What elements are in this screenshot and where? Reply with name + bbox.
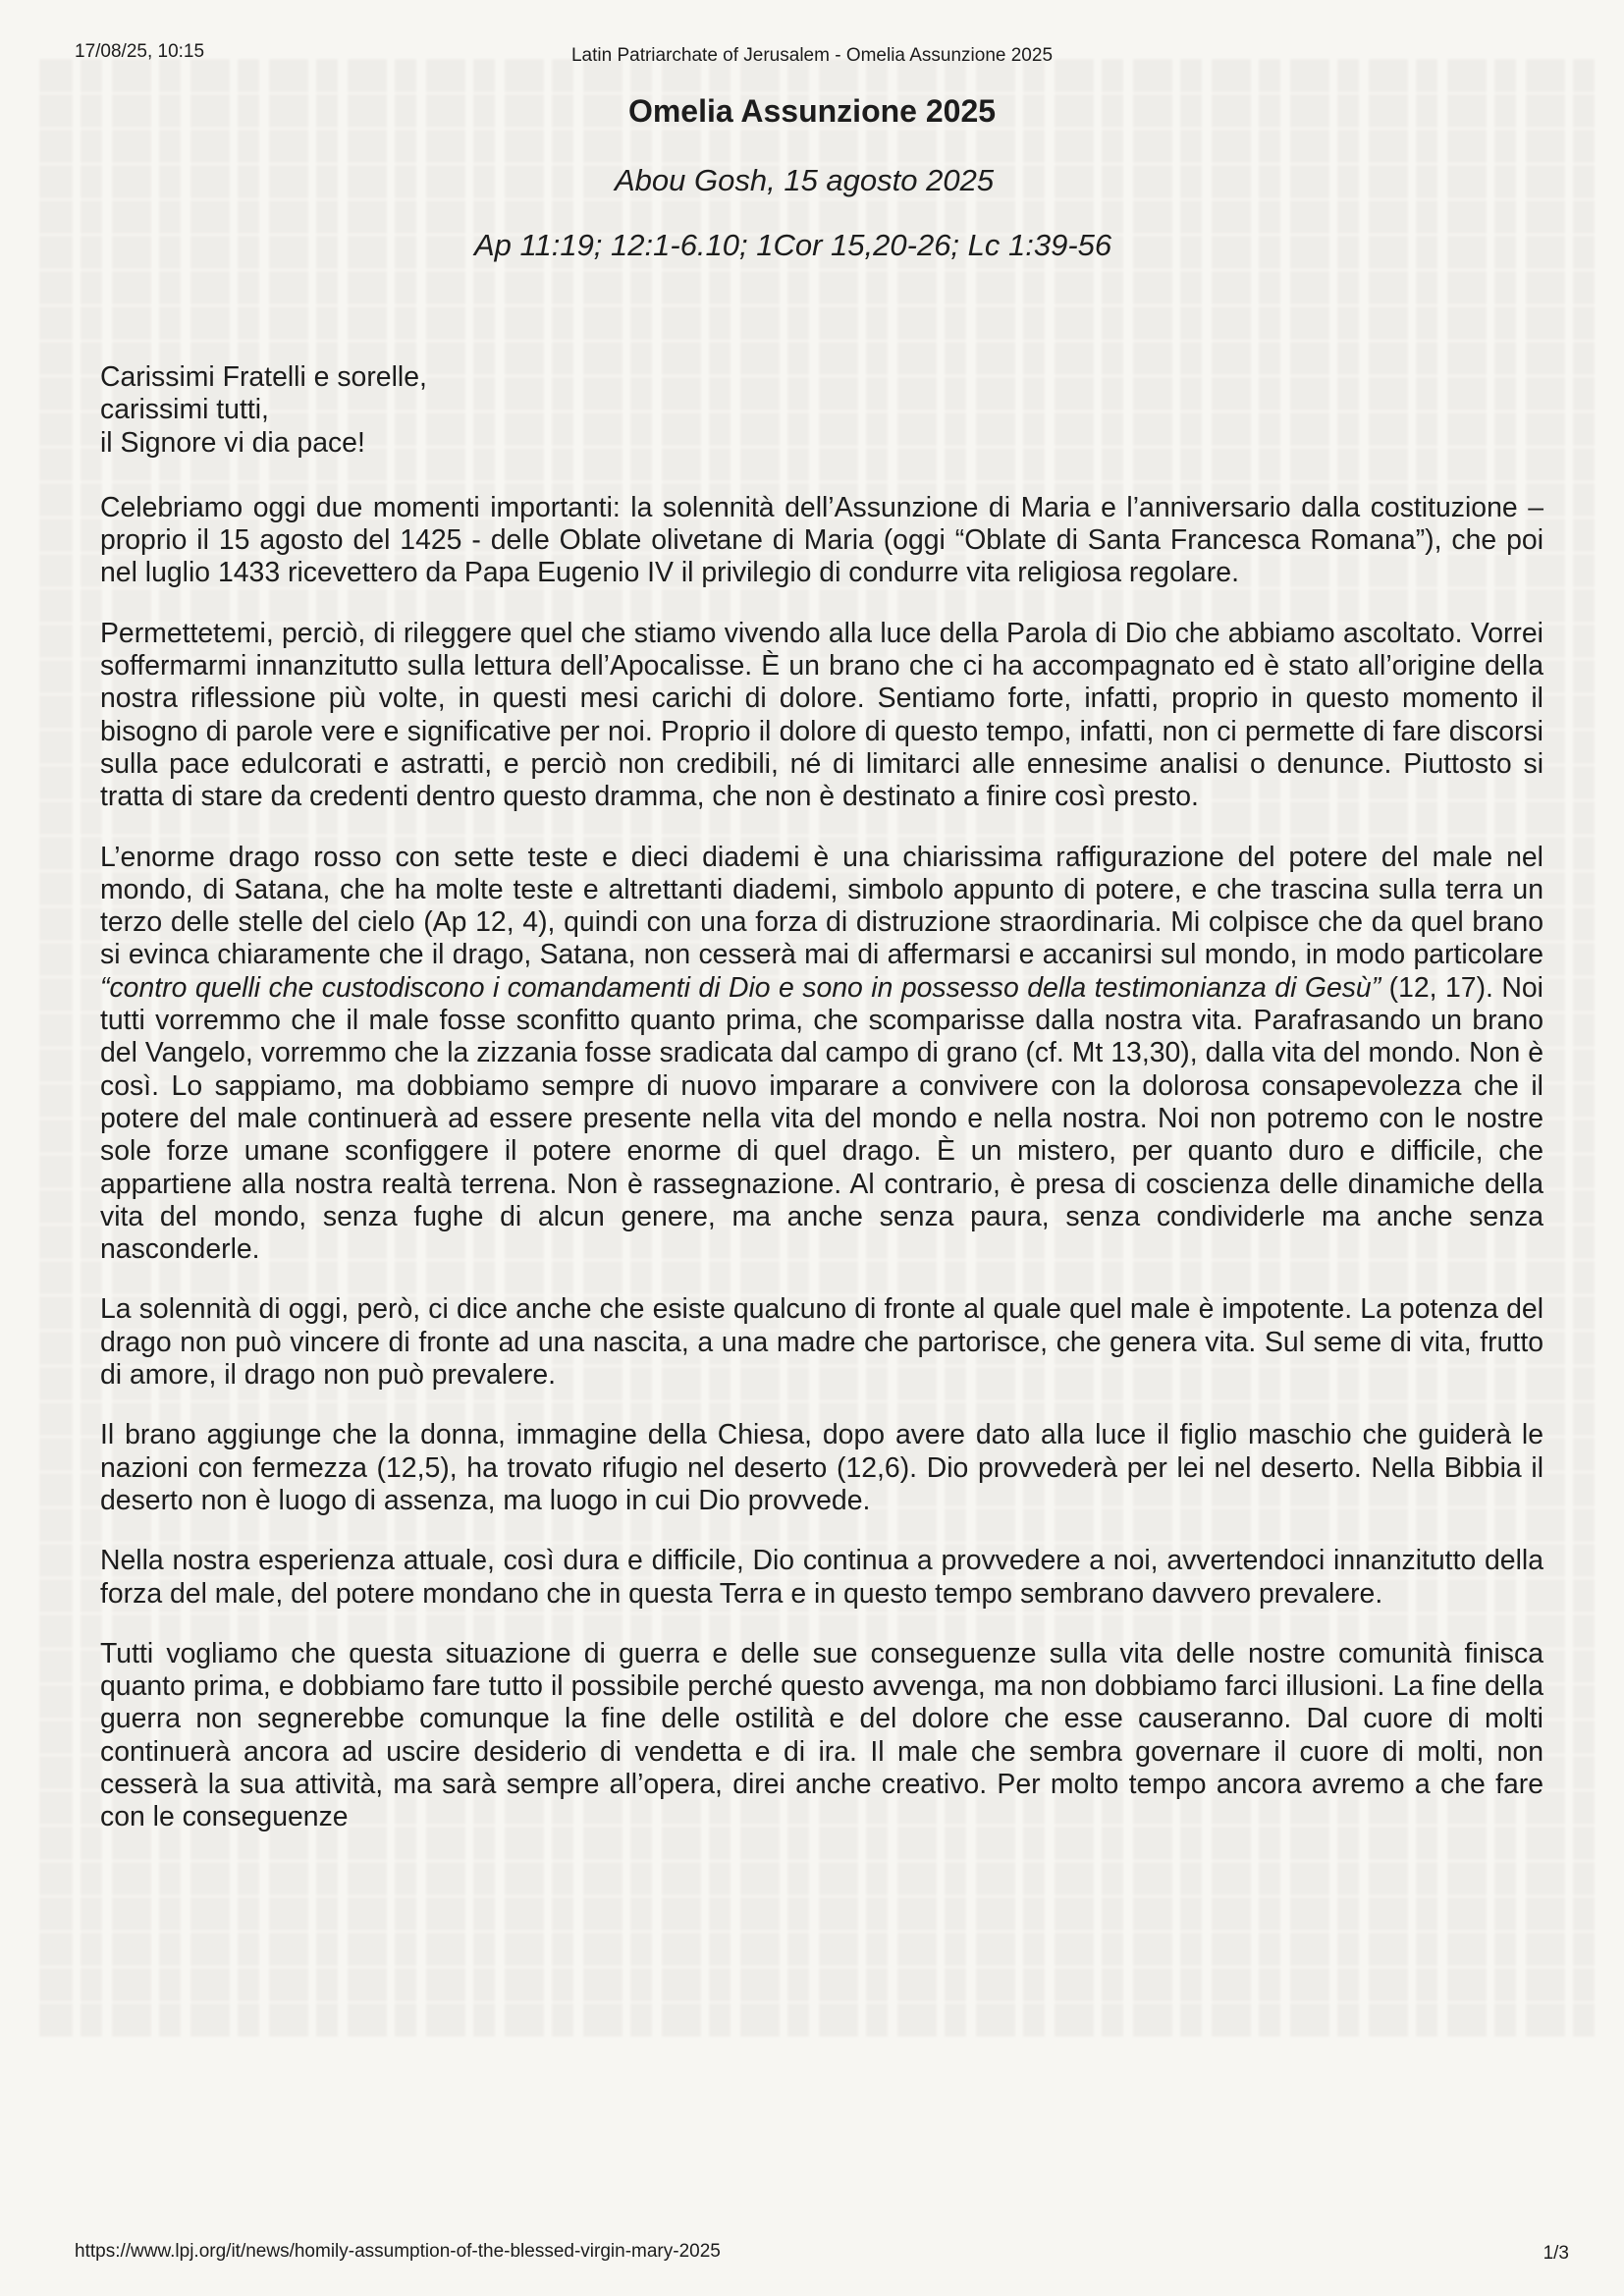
paragraph-dragon: [100, 842, 1543, 1267]
paragraph-text: L’enorme drago rosso con sette teste e dieci diademi è una chiarissima raffigurazione del potere del male nel mondo, di Satana, che ha molte teste e altrettanti diademi, simbolo appunto di potere, e che trascina sulla terra un terzo delle stelle del cielo (Ap 12, 4), quindi con una forza di distruzione straordinaria. Mi colpisce che da quel brano si evinca chiaramente che il drago, Satana, non cesserà mai di affermarsi e accanirsi sul mondo, in modo particolare: [100, 841, 1543, 971]
paragraph-text: (12, 17). Noi tutti vorremmo che il male fosse sconfitto quanto prima, che scomparisse dalla nostra vita. Parafrasando un brano del Vangelo, vorremmo che la zizzania fosse sradicata dal campo di grano (cf. Mt 13,30), dalla vita del mondo. Non è così. Lo sappiamo, ma dobbiamo sempre di nuovo imparare a convivere con la dolorosa consapevolezza che il potere del male continuerà ad essere presente nella vita del mondo e nella nostra. Noi non potremo con le nostre sole forze umane sconfiggere il potere enorme di quel drago. È un mistero, per quanto duro e difficile, che appartiene alla nostra realtà terrena. Non è rassegnazione. Al contrario, è presa di coscienza delle dinamiche della vita del mondo, senza fughe di alcun genere, ma anche senza paura, senza condividerle ma anche senza nasconderle.: [100, 971, 1543, 1266]
homily-body: [100, 361, 1543, 1862]
greeting: [100, 361, 1543, 460]
paragraph: Tutti vogliamo che questa situazione di guerra e delle sue conseguenze sulla vita delle nostre comunità finisca quanto prima, e dobbiamo fare tutto il possibile perché questo avvenga, ma non dobbiamo farci illusioni. La fine della guerra non segnerebbe comunque la fine delle ostilità e del dolore che esse causeranno. Dal cuore di molti continuerà ancora ad uscire desiderio di vendetta e di ira. Il male che sembra governare il cuore di molti, non cesserà la sua attività, ma sarà sempre all’opera, direi anche creativo. Per molto tempo ancora avremo a che fare con le conseguenze: [100, 1637, 1543, 1833]
print-datetime: 17/08/25, 10:15: [75, 41, 205, 62]
greeting-line: Carissimi Fratelli e sorelle,: [100, 361, 427, 393]
paragraph: La solennità di oggi, però, ci dice anche che esiste qualcuno di fronte al quale quel male è impotente. La potenza del drago non può vincere di fronte ad una nascita, a una madre che partorisce, che genera vita. Sul seme di vita, frutto di amore, il drago non può prevalere.: [100, 1293, 1543, 1392]
place-date: Abou Gosh, 15 agosto 2025: [615, 163, 995, 197]
paragraph: Il brano aggiunge che la donna, immagine della Chiesa, dopo avere dato alla luce il figlio maschio che guiderà le nazioni con fermezza (12,5), ha trovato rifugio nel deserto (12,6). Dio provvederà per lei nel deserto. Nella Bibbia il deserto non è luogo di assenza, ma luogo in cui Dio provvede.: [100, 1419, 1543, 1516]
scripture-quote: “contro quelli che custodiscono i comandamenti di Dio e sono in possesso della testimonianza di Gesù”: [100, 971, 1381, 1004]
document-title: Omelia Assunzione 2025: [627, 93, 997, 129]
scripture-references: Ap 11:19; 12:1-6.10; 1Cor 15,20-26; Lc 1:39-56: [474, 228, 1112, 262]
paragraph: Permettetemi, perciò, di rileggere quel che stiamo vivendo alla luce della Parola di Dio che abbiamo ascoltato. Vorrei soffermarmi innanzitutto sulla lettura dell’Apocalisse. È un brano che ci ha accompagnato ed è stato all’origine della nostra riflessione più volte, in questi mesi carichi di dolore. Sentiamo forte, infatti, proprio in questo momento il bisogno di parole vere e significative per noi. Proprio il dolore di questo tempo, infatti, non ci permette di fare discorsi sulla pace edulcorati e astratti, e perciò non credibili, né di limitarci alle ennesime analisi o denunce. Piuttosto si tratta di stare da credenti dentro questo dramma, che non è destinato a finire così presto.: [100, 617, 1543, 813]
print-header-title: Latin Patriarchate of Jerusalem - Omelia Assunzione 2025: [570, 45, 1054, 66]
paragraph: Celebriamo oggi due momenti importanti: la solennità dell’Assunzione di Maria e l’anniversario dalla costituzione – proprio il 15 agosto del 1425 - delle Oblate olivetane di Maria (oggi “Oblate di Santa Francesca Romana”), che poi nel luglio 1433 ricevettero da Papa Eugenio IV il privilegio di condurre vita religiosa regolare.: [100, 491, 1543, 589]
greeting-line: il Signore vi dia pace!: [100, 426, 365, 459]
source-url: https://www.lpj.org/it/news/homily-assumption-of-the-blessed-virgin-mary-2025: [75, 2241, 721, 2262]
greeting-line: carissimi tutti,: [100, 394, 269, 426]
paragraph: Nella nostra esperienza attuale, così dura e difficile, Dio continua a provvedere a noi, avvertendoci innanzitutto della forza del male, del potere mondano che in questa Terra e in questo tempo sembrano davvero prevalere.: [100, 1545, 1543, 1610]
page-number: 1/3: [1543, 2243, 1569, 2264]
